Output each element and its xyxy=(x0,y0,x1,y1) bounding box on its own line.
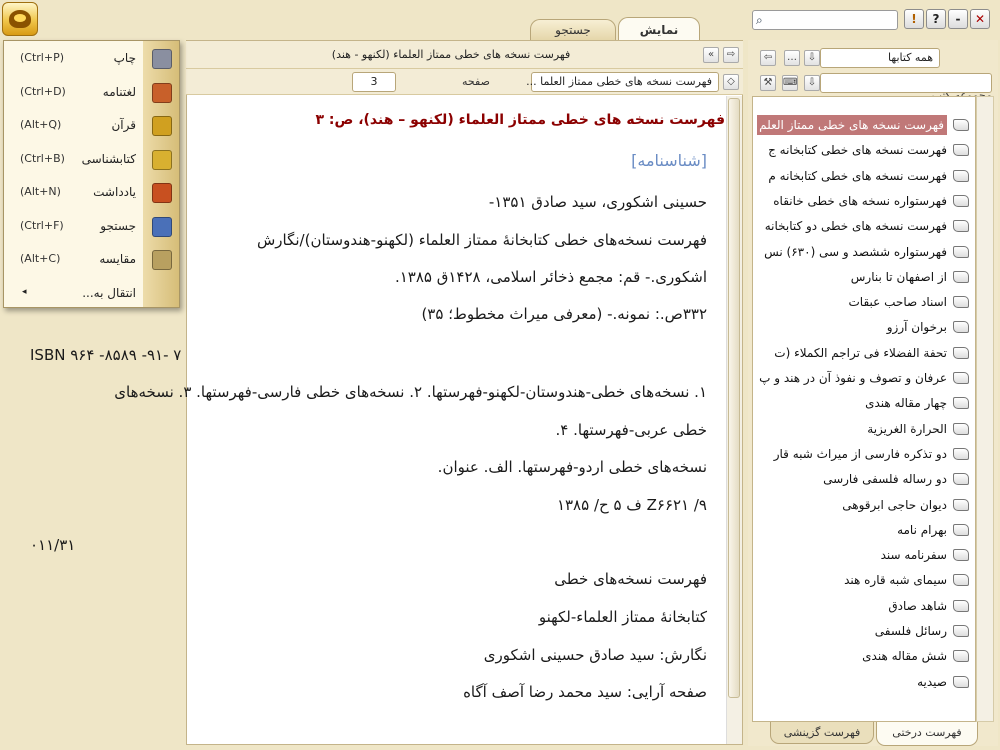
book-icon xyxy=(953,271,969,283)
credit-line: صفحه آرایی: سید محمد رضا آصف آگاه xyxy=(463,683,707,701)
tree-item-label: فهرستواره نسخه های خطی خانقاه xyxy=(773,193,947,208)
book-icon xyxy=(953,195,969,207)
menu-item-shortcut: (Ctrl+B) xyxy=(20,151,65,165)
tree-item-label: عرفان و تصوف و نفوذ آن در هند و پ xyxy=(759,371,947,385)
menu-item-search[interactable] xyxy=(4,211,180,244)
menu-item-label: قرآن xyxy=(111,118,136,132)
book-icon xyxy=(953,549,969,561)
tree-item-label: سیمای شبه قاره هند xyxy=(844,573,947,588)
dewey-number: ۰۱۱/۳۱ xyxy=(30,536,76,554)
menu-item-dictionary[interactable] xyxy=(4,77,180,110)
book-icon xyxy=(953,448,969,460)
down-arrow-icon[interactable]: ⇩ xyxy=(804,75,820,91)
tree-item-label: سفرنامه سند xyxy=(880,548,947,563)
dropdown-arrow-icon[interactable]: ⇩ xyxy=(804,50,820,66)
tree-item[interactable] xyxy=(753,570,977,590)
tree-item[interactable] xyxy=(753,646,977,666)
tree-item[interactable] xyxy=(753,495,977,515)
note-icon xyxy=(152,183,172,203)
help-button[interactable]: ? xyxy=(926,9,946,29)
text-line: حسینی اشکوری، سید صادق ۱۳۵۱- xyxy=(488,193,707,211)
back-icon[interactable]: ⇦ xyxy=(760,50,776,66)
quran-icon xyxy=(152,116,172,136)
minimize-button[interactable]: - xyxy=(948,9,968,29)
book-icon xyxy=(953,220,969,232)
tree-item[interactable] xyxy=(753,393,977,413)
tree-item-label: فهرست نسخه های خطی کتابخانه م xyxy=(768,168,947,183)
tree-item[interactable] xyxy=(753,469,977,489)
menu-item-shortcut: (Ctrl+P) xyxy=(20,51,65,64)
dictionary-icon xyxy=(152,83,172,103)
tree-item[interactable] xyxy=(753,292,977,312)
app-menu xyxy=(3,40,180,308)
book-icon xyxy=(953,650,969,662)
book-icon xyxy=(953,676,969,688)
book-icon xyxy=(953,473,969,485)
book-icon xyxy=(953,574,969,586)
tree-item[interactable] xyxy=(753,191,977,211)
app-logo-button[interactable] xyxy=(2,2,38,36)
search-icon xyxy=(152,217,172,237)
document-scroll-thumb[interactable] xyxy=(728,98,740,698)
forward-icon[interactable]: ⇨ xyxy=(723,47,739,63)
book-icon xyxy=(953,397,969,409)
credit-line: کتابخانهٔ ممتاز العلماء-لکهنو xyxy=(538,608,707,626)
tab-tree-list[interactable]: فهرست درختی xyxy=(876,722,978,746)
book-icon xyxy=(953,499,969,511)
menu-item-bibliography[interactable] xyxy=(4,144,180,177)
keyboard-icon[interactable]: ⌨ xyxy=(782,75,798,91)
page-nav-bar xyxy=(186,69,743,95)
tree-item[interactable] xyxy=(753,343,977,363)
tree-item-label: تحفة الفضلاء فی تراجم الکملاء (ت xyxy=(774,345,947,360)
bibliography-icon xyxy=(152,150,172,170)
tree-item-label: از اصفهان تا بنارس xyxy=(850,269,947,284)
text-line: ۱. نسخه‌های خطی-هندوستان-لکهنو-فهرستها. ۲. نسخه‌های خطی فارسی-فهرستها. ۳. نسخه‌های xyxy=(114,383,707,401)
menu-item-label: کتابشناسی xyxy=(81,151,136,166)
menu-item-transfer[interactable] xyxy=(4,278,180,311)
top-bar xyxy=(0,0,1000,40)
book-icon xyxy=(953,170,969,182)
tree-item-label: رسائل فلسفی xyxy=(874,624,947,638)
tree-item-label: دو تذکره فارسی از میراث شبه قار xyxy=(773,446,947,461)
menu-item-shortcut: (Ctrl+D) xyxy=(20,84,66,98)
menu-item-shortcut: (Alt+N) xyxy=(20,185,61,198)
menu-item-label: مقایسه xyxy=(99,252,136,266)
call-number: Z۶۶۲۱ /۹ ف ۵ ح/ ۱۳۸۵ xyxy=(556,496,707,514)
text-line: نسخه‌های خطی اردو-فهرستها. الف. عنوان. xyxy=(437,458,707,476)
menu-item-quran[interactable] xyxy=(4,110,180,143)
info-button[interactable]: ! xyxy=(904,9,924,29)
breadcrumb-bar xyxy=(186,41,743,69)
printer-icon xyxy=(152,49,172,69)
tree-item-label: چهار مقاله هندی xyxy=(865,396,947,411)
tree-item[interactable] xyxy=(753,140,977,160)
menu-item-shortcut: (Alt+Q) xyxy=(20,118,62,131)
menu-item-compare[interactable] xyxy=(4,244,180,277)
tree-item-label: دو رساله فلسفی فارسی xyxy=(823,472,947,487)
tree-item-label: دیوان حاجی ابرقوهی xyxy=(842,497,947,512)
text-line: خطی عربی-فهرستها. ۴. xyxy=(555,421,707,439)
book-icon xyxy=(953,600,969,612)
text-line: ۳۳۲ص.: نمونه.- (معرفی میراث مخطوط؛ ۳۵) xyxy=(421,305,707,323)
tree-item-label: فهرستواره ششصد و سی (۶۳۰) نس xyxy=(764,244,947,259)
submenu-arrow-icon: ◂ xyxy=(22,286,27,297)
tree-item-label: الحرارة الغریزیة xyxy=(867,421,947,436)
menu-item-label: لغتنامه xyxy=(102,84,136,99)
search-icon: ⌕ xyxy=(756,13,763,27)
tab-search[interactable]: جستجو xyxy=(530,19,616,41)
menu-item-shortcut: (Alt+C) xyxy=(20,252,61,265)
book-icon xyxy=(953,625,969,637)
book-icon xyxy=(953,296,969,308)
menu-item-label: چاپ xyxy=(113,51,136,65)
text-line: اشکوری.- قم: مجمع ذخائر اسلامی، ۱۴۲۸ق ۱۳۸۵. xyxy=(394,268,707,286)
page-title: فهرست نسخه های خطی ممتاز العلماء (لکنهو – هند)، ص: ٣ xyxy=(315,112,725,128)
menu-item-label: جستجو xyxy=(100,218,136,233)
tree-filter-input[interactable] xyxy=(820,73,992,93)
tree-item[interactable] xyxy=(753,368,977,388)
book-icon xyxy=(953,119,969,131)
book-icon xyxy=(953,347,969,359)
tree-item[interactable] xyxy=(753,520,977,540)
tree-item[interactable] xyxy=(753,216,977,236)
tree-scrollbar[interactable] xyxy=(976,96,994,722)
double-chevron-icon[interactable]: « xyxy=(703,47,719,63)
tree-item[interactable] xyxy=(753,115,977,135)
close-button[interactable]: ✕ xyxy=(970,9,990,29)
page-number-input[interactable]: 3 xyxy=(352,72,396,92)
tree-item[interactable] xyxy=(753,545,977,565)
tree-item-label: فهرست نسخه های خطی کتابخانه ج xyxy=(768,143,947,158)
tree-item-label: شاهد صادق xyxy=(888,598,947,613)
menu-item-printer[interactable] xyxy=(4,43,180,76)
collection-select[interactable]: همه کتابها xyxy=(820,48,940,68)
tab-selective-list[interactable]: فهرست گزینشی xyxy=(770,722,874,744)
app-logo-icon xyxy=(9,10,31,28)
tab-display[interactable]: نمایش xyxy=(618,17,700,41)
tree-item[interactable] xyxy=(753,596,977,616)
book-icon xyxy=(953,423,969,435)
menu-item-label: انتقال به... xyxy=(82,285,136,300)
book-icon xyxy=(953,246,969,258)
tree-item-label: اسناد صاحب عبقات xyxy=(848,295,947,310)
tree-item-label: فهرست نسخه های خطی دو کتابخانه xyxy=(764,219,947,234)
menu-item-label: یادداشت xyxy=(93,185,136,199)
bookmark-icon[interactable]: ◇ xyxy=(723,74,739,90)
tree-item[interactable] xyxy=(753,419,977,439)
search-input[interactable] xyxy=(752,10,898,30)
book-icon xyxy=(953,144,969,156)
book-icon xyxy=(953,321,969,333)
book-tree xyxy=(752,96,976,722)
tree-item[interactable] xyxy=(753,242,977,262)
tree-item[interactable] xyxy=(753,166,977,186)
credit-line: فهرست نسخه‌های خطی xyxy=(554,570,707,588)
tree-item-label: صیدیه xyxy=(917,674,947,689)
credit-line: نگارش: سید صادق حسینی اشکوری xyxy=(483,646,707,664)
tree-item[interactable] xyxy=(753,444,977,464)
tree-item-label: بهرام نامه xyxy=(897,522,947,537)
tree-item-label: فهرست نسخه های خطی ممتاز العلم xyxy=(757,115,947,135)
more-options-button[interactable]: … xyxy=(784,50,800,66)
breadcrumb: فهرست نسخه های خطی ممتاز العلماء (لکنهو - هند) xyxy=(331,48,571,61)
book-icon xyxy=(953,372,969,384)
page-label: صفحه xyxy=(462,75,490,88)
tree-item[interactable] xyxy=(753,621,977,641)
book-select[interactable]: فهرست نسخه های خطی ممتاز العلما ... xyxy=(531,72,719,92)
tools-icon[interactable]: ⚒ xyxy=(760,75,776,91)
tree-item[interactable] xyxy=(753,672,977,692)
tree-item[interactable] xyxy=(753,267,977,287)
text-line: فهرست نسخه‌های خطی کتابخانهٔ ممتاز العلماء (لکهنو-هندوستان)/نگارش xyxy=(256,231,707,249)
tree-item[interactable] xyxy=(753,317,977,337)
tree-item-label: برخوان آرزو xyxy=(886,320,947,335)
menu-item-note[interactable] xyxy=(4,177,180,210)
bottom-tabs xyxy=(752,722,994,748)
isbn-text: ISBN ۹۶۴ -۸۵۸۹ -۹۱- ۷ xyxy=(30,346,182,364)
tree-item-label: شش مقاله هندی xyxy=(862,649,947,664)
menu-item-shortcut: (Ctrl+F) xyxy=(20,218,64,232)
book-icon xyxy=(953,524,969,536)
compare-icon xyxy=(152,250,172,270)
section-title: [شناسنامه] xyxy=(631,151,707,170)
